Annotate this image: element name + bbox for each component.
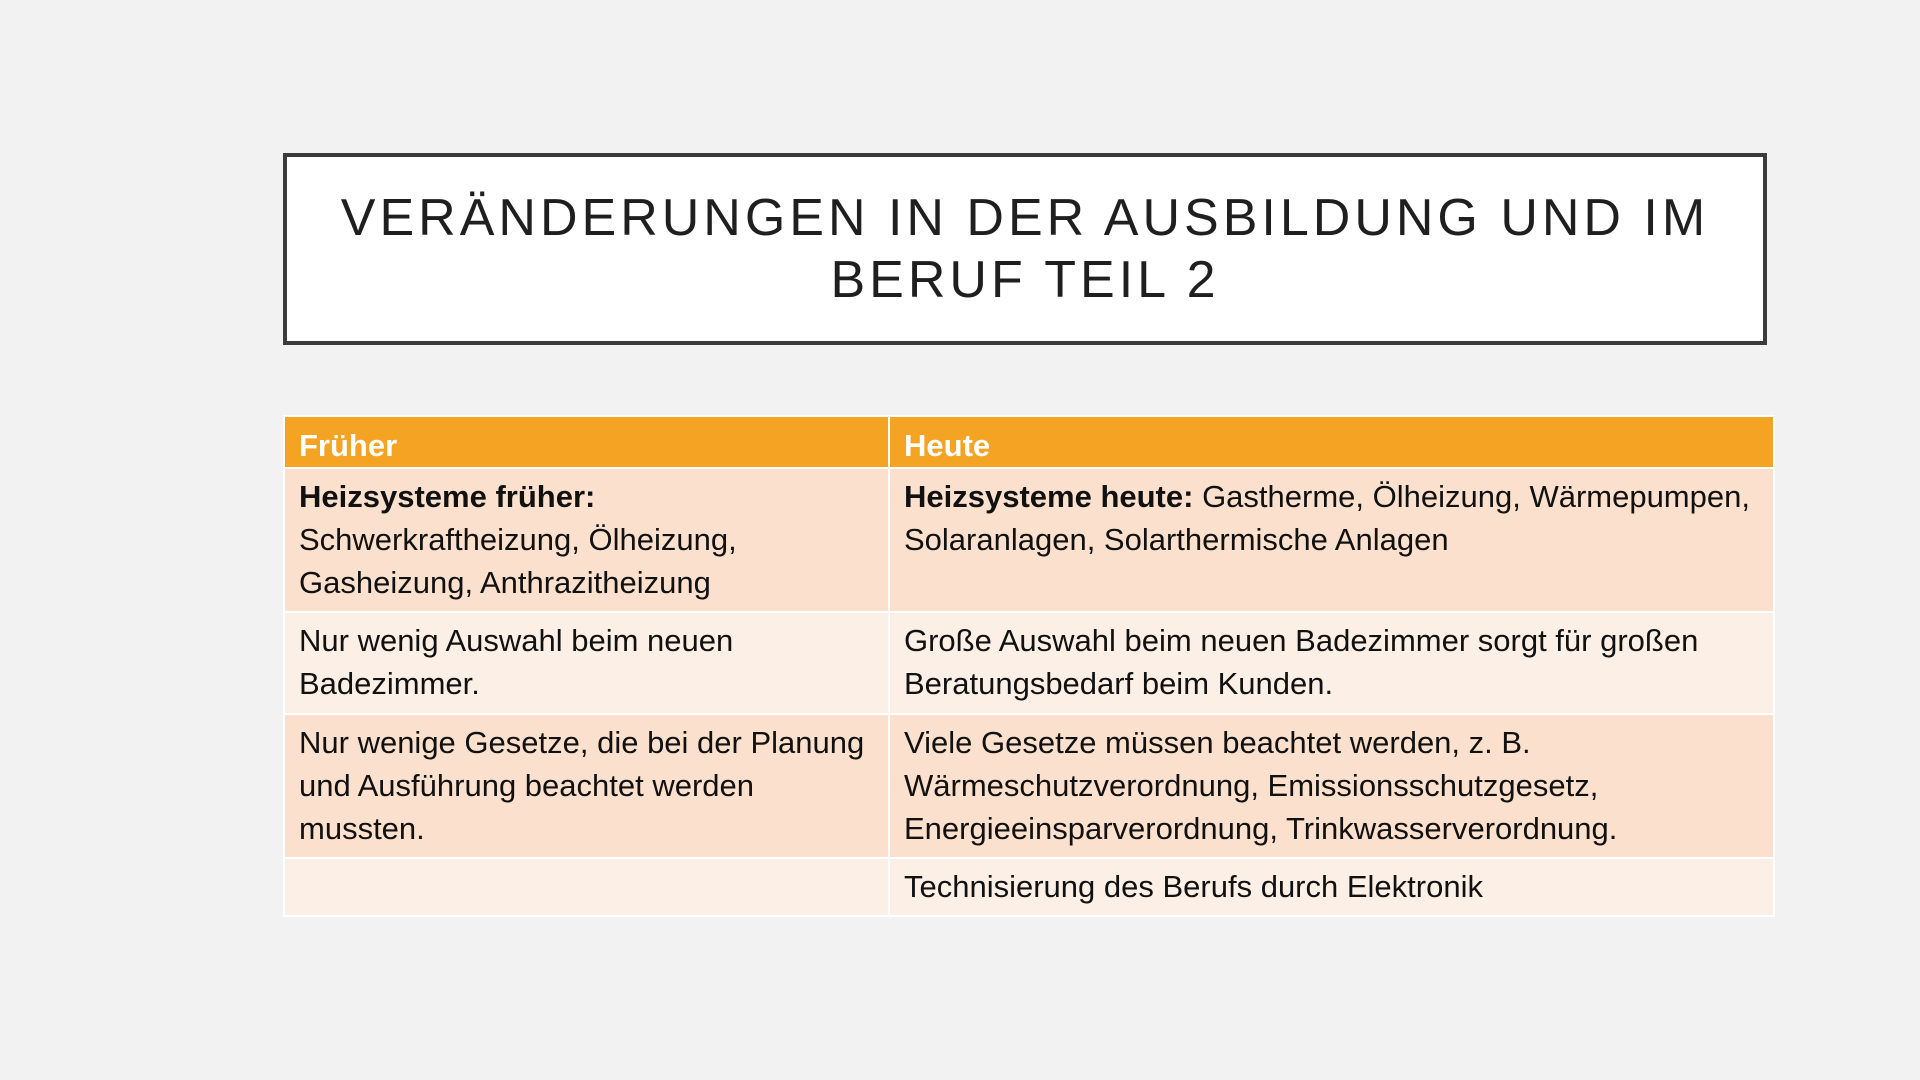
cell-heute xyxy=(889,612,1774,714)
cell-heute xyxy=(889,468,1774,612)
table-row xyxy=(284,714,1774,858)
table-row xyxy=(284,468,1774,612)
cell-heute xyxy=(889,858,1774,916)
table-row xyxy=(284,858,1774,916)
cell-text: Schwerkraftheizung, Ölheizung, Gasheizung, Anthrazitheizung xyxy=(299,522,737,600)
cell-text: Gastherme, Ölheizung, Wärmepumpen, Solaranlagen, Solarthermische Anlagen xyxy=(904,479,1750,557)
cell-bold-label: Heizsysteme heute: xyxy=(904,479,1194,514)
cell-frueher xyxy=(284,714,889,858)
comparison-table xyxy=(283,415,1775,917)
title-box xyxy=(283,153,1767,345)
cell-frueher xyxy=(284,612,889,714)
cell-frueher xyxy=(284,858,889,916)
header-heute: Heute xyxy=(889,416,1774,468)
slide-title: VERÄNDERUNGEN IN DER AUSBILDUNG UND IM BERUF TEIL 2 xyxy=(340,189,1710,309)
cell-text: Nur wenige Gesetze, die bei der Planung und Ausführung beachtet werden mussten. xyxy=(299,725,865,846)
cell-text: Nur wenig Auswahl beim neuen Badezimmer. xyxy=(299,623,734,701)
table-row xyxy=(284,612,1774,714)
header-frueher: Früher xyxy=(284,416,889,468)
cell-bold-label: Heizsysteme früher: xyxy=(299,479,596,514)
cell-heute xyxy=(889,714,1774,858)
table-header-row xyxy=(284,416,1774,468)
cell-text: Große Auswahl beim neuen Badezimmer sorgt für großen Beratungsbedarf beim Kunden. xyxy=(904,623,1699,701)
cell-text: Technisierung des Berufs durch Elektronik xyxy=(904,869,1483,904)
comparison-table-container xyxy=(283,415,1773,917)
cell-text: Viele Gesetze müssen beachtet werden, z. B. Wärmeschutzverordnung, Emissionsschutzgesetz, Energieeinsparverordnung, Trinkwasserverordnung. xyxy=(904,725,1618,846)
cell-frueher xyxy=(284,468,889,612)
